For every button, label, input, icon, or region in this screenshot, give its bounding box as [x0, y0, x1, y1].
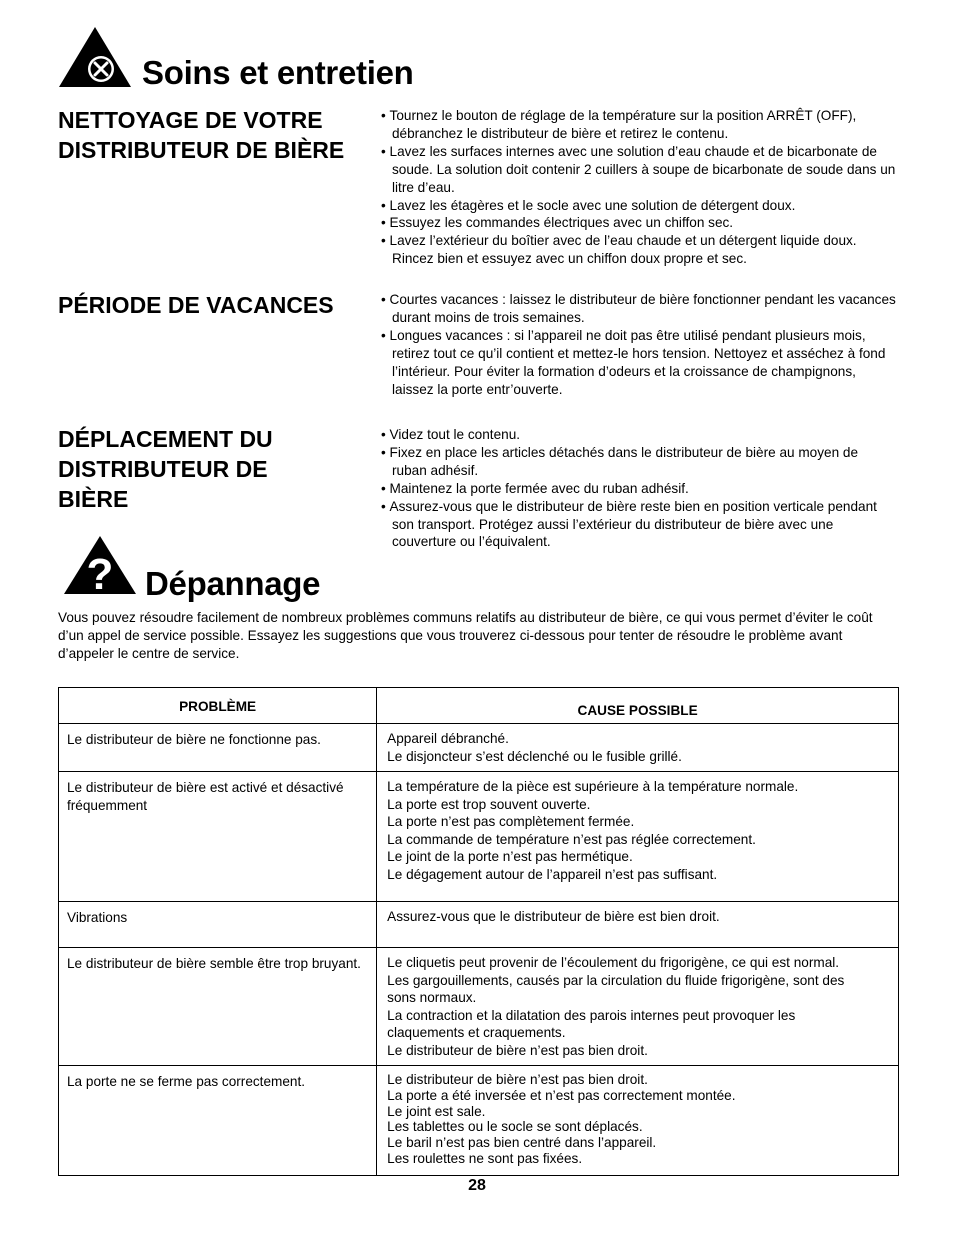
section-title-vacation: PÉRIODE DE VACANCES — [58, 292, 334, 318]
table-row — [59, 772, 899, 902]
problem-cell: Le distributeur de bière semble être trop bruyant. — [59, 948, 377, 1066]
svg-text:?: ? — [86, 550, 114, 596]
cause-cell: Appareil débranché. Le disjoncteur s’est déclenché ou le fusible grillé. — [377, 724, 899, 772]
table-row — [59, 1066, 899, 1176]
troubleshooting-intro: Vous pouvez résoudre facilement de nombreux problèmes communs relatifs au distributeur de bière, ce qui vous permet d’éviter le coût d’un appel de service possible. Essayez les suggestions que vous trouverez ci-dessous pour tenter de résoudre le problème avant d’appeler le centre de service. — [58, 610, 873, 661]
section-title-cleaning: NETTOYAGE DE VOTRE DISTRIBUTEUR DE BIÈRE — [58, 107, 345, 163]
cause-cell: La température de la pièce est supérieure à la température normale. La porte est trop souvent ouverte. La porte n’est pas complètement fermée. La commande de température n’est pas réglée correctement. Le joint de la porte n’est pas hermétique. Le dégagement autour de l’appareil n’est pas suffisant. — [377, 772, 899, 902]
problem-cell: Le distributeur de bière ne fonctionne pas. — [59, 724, 377, 772]
list-item: • Fixez en place les articles détachés dans le distributeur de bière au moyen de ruban adhésif. — [381, 444, 896, 480]
cause-cell: Le cliquetis peut provenir de l’écoulement du frigorigène, ce qui est normal. Les gargouillements, causés par la circulation du fluide frigorigène, sont des sons normaux. La contraction et la dilatation des parois internes peut provoquer les claquements et craquements. Le distributeur de bière n’est pas bien droit. — [377, 948, 899, 1066]
list-item: • Longues vacances : si l’appareil ne doit pas être utilisé pendant plusieurs mois, retirez tout ce qu’il contient et mettez-le hors tension. Nettoyez et asséchez à fond l’intérieur. Pour éviter la formation d’odeurs et la croissance de champignons, laissez la porte entr’ouverte. — [381, 327, 896, 399]
list-item: • Lavez les surfaces internes avec une solution d’eau chaude et de bicarbonate de soude. La solution doit contenir 2 cuillers à soupe de bicarbonate de soude dans un litre d’eau. — [381, 143, 896, 197]
troubleshooting-title: Dépannage — [145, 565, 321, 602]
vacation-bullet-list — [381, 291, 896, 398]
column-header-problem: PROBLÈME — [59, 688, 377, 724]
table-row — [59, 948, 899, 1066]
list-item: • Tournez le bouton de réglage de la température sur la position ARRÊT (OFF), débranchez le distributeur de bière et retirez le contenu. — [381, 107, 896, 143]
list-item: • Essuyez les commandes électriques avec un chiffon sec. — [381, 214, 896, 232]
column-header-cause: CAUSE POSSIBLE — [377, 688, 899, 724]
cause-cell: Le distributeur de bière n’est pas bien droit. La porte a été inversée et n’est pas correctement montée. Le joint est sale. Les tablettes ou le socle se sont déplacés. Le baril n’est pas bien centré dans l’appareil. Les roulettes ne sont pas fixées. — [377, 1066, 899, 1176]
list-item: • Videz tout le contenu. — [381, 426, 896, 444]
table-row — [59, 902, 899, 948]
list-item: • Maintenez la porte fermée avec du ruban adhésif. — [381, 480, 896, 498]
care-title: Soins et entretien — [142, 54, 414, 91]
table-header-row — [59, 688, 899, 724]
problem-cell: La porte ne se ferme pas correctement. — [59, 1066, 377, 1176]
problem-cell: Vibrations — [59, 902, 377, 948]
list-item: • Courtes vacances : laissez le distributeur de bière fonctionner pendant les vacances durant moins de trois semaines. — [381, 291, 896, 327]
moving-bullet-list — [381, 426, 896, 551]
table-row — [59, 724, 899, 772]
cause-cell: Assurez-vous que le distributeur de bière est bien droit. — [377, 902, 899, 948]
troubleshooting-table — [58, 687, 899, 1176]
list-item: • Lavez les étagères et le socle avec une solution de détergent doux. — [381, 197, 896, 215]
cleaning-bullet-list — [381, 107, 896, 268]
page-number: 28 — [468, 1177, 486, 1194]
section-title-moving: DÉPLACEMENT DU DISTRIBUTEUR DE BIÈRE — [58, 426, 273, 512]
question-warning-icon — [62, 534, 138, 596]
list-item: • Lavez l’extérieur du boîtier avec de l’eau chaude et un détergent liquide doux. Rincez bien et essuyez avec un chiffon doux propre et sec. — [381, 232, 896, 268]
tools-warning-icon — [57, 25, 133, 89]
problem-cell: Le distributeur de bière est activé et désactivé fréquemment — [59, 772, 377, 902]
list-item: • Assurez-vous que le distributeur de bière reste bien en position verticale pendant son transport. Protégez aussi l’extérieur du distributeur de bière avec une couverture ou l’équivalent. — [381, 498, 896, 552]
